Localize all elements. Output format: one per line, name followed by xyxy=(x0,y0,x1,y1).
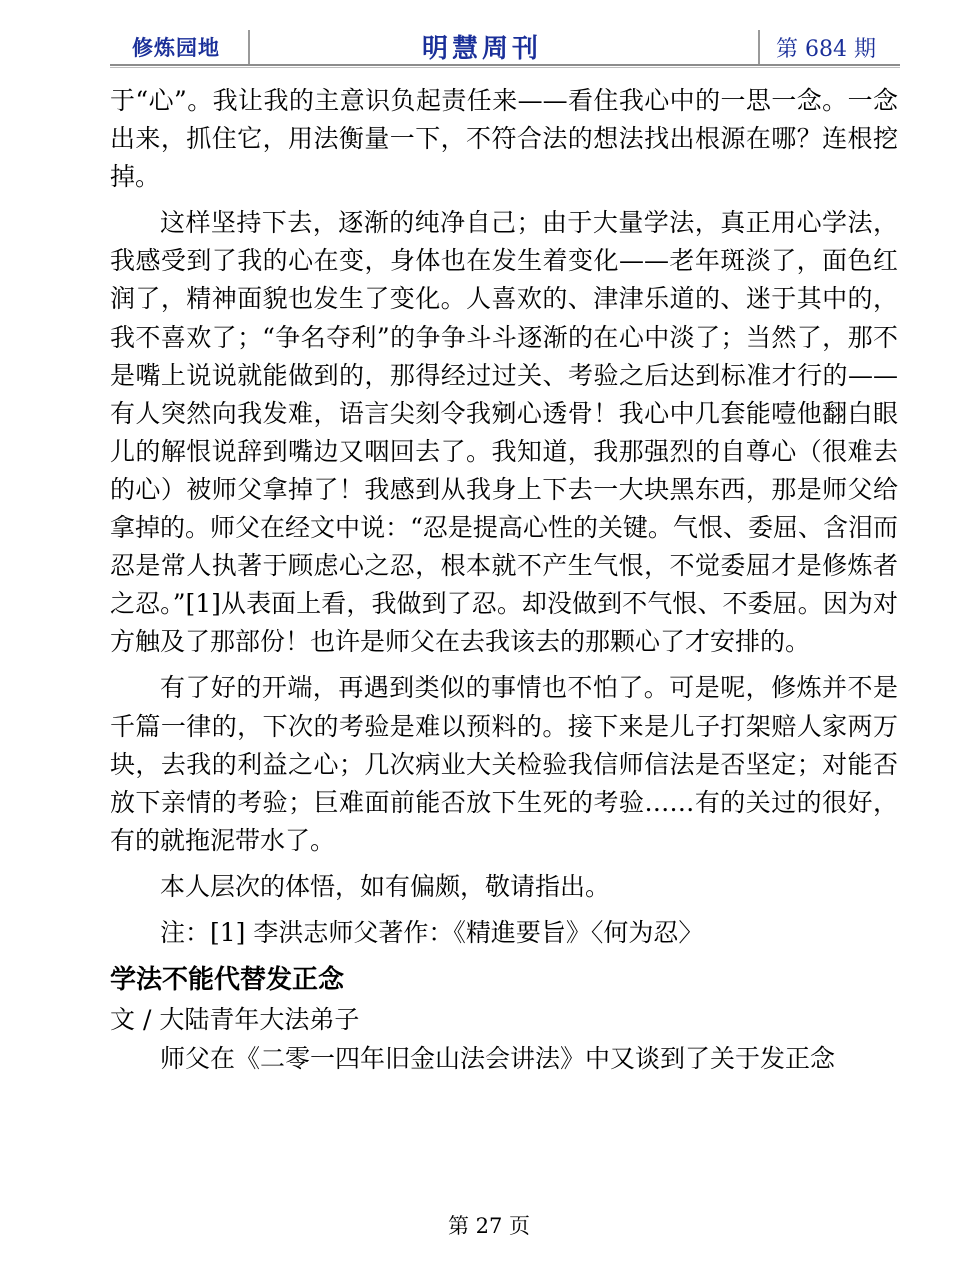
header-separator xyxy=(248,30,250,64)
paragraph: 这样坚持下去，逐渐的纯净自己；由于大量学法，真正用心学法，我感受到了我的心在变，身体也在发生着变化——老年斑淡了，面色红润了，精神面貌也发生了变化。人喜欢的、津津乐道的、迷于其中的，我不喜欢了；“争名夺利”的争争斗斗逐渐的在心中淡了；当然了，那不是嘴上说说就能做到的，那得经过过关、考验之后达到标准才行的——有人突然向我发难，语言尖刻令我剜心透骨！我心中几套能噎他翻白眼儿的解恨说辞到嘴边又咽回去了。我知道，我那强烈的自尊心（很难去的心）被师父拿掉了！我感到从我身上下去一大块黑东西，那是师父给拿掉的。师父在经文中说：“忍是提高心性的关键。气恨、委屈、含泪而忍是常人执著于顾虑心之忍，根本就不产生气恨，不觉委屈才是修炼者之忍。”[1]从表面上看，我做到了忍。却没做到不气恨、不委屈。因为对方触及了那部份！也许是师父在去我该去的那颗心了才安排的。 xyxy=(110,208,898,657)
header-separator xyxy=(758,30,760,64)
paragraph: 有了好的开端，再遇到类似的事情也不怕了。可是呢，修炼并不是千篇一律的，下次的考验是难以预料的。接下来是儿子打架赔人家两万块，去我的利益之心；几次病业大关检验我信师信法是否坚定；对能否放下亲情的考验；巨难面前能否放下生死的考验……有的关过的很好，有的就拖泥带水了。 xyxy=(110,673,898,855)
paragraph: 师父在《二零一四年旧金山法会讲法》中又谈到了关于发正念 xyxy=(160,1044,836,1074)
article-title: 学法不能代替发正念 xyxy=(110,965,345,996)
paragraph: 本人层次的体悟，如有偏颇，敬请指出。 xyxy=(160,871,611,901)
footnote: 注：[1] 李洪志师父著作：《精進要旨》〈何为忍〉 xyxy=(160,917,704,947)
article-author: 文 / 大陆青年大法弟子 xyxy=(110,1005,360,1035)
header-rule-thin xyxy=(110,67,900,68)
header-rule xyxy=(110,64,900,66)
page-number: 第 27 页 xyxy=(447,1214,531,1238)
section-name: 修炼园地 xyxy=(132,36,220,60)
issue-number: 第 684 期 xyxy=(776,37,876,62)
article-body xyxy=(110,82,898,1078)
page-header xyxy=(110,28,900,64)
paragraph-continued: 于“心”。我让我的主意识负起责任来——看住我心中的一思一念。一念出来，抓住它，用法衡量一下，不符合法的想法找出根源在哪？连根挖掉。 xyxy=(110,86,898,192)
publication-title: 明慧周刊 xyxy=(422,34,543,64)
